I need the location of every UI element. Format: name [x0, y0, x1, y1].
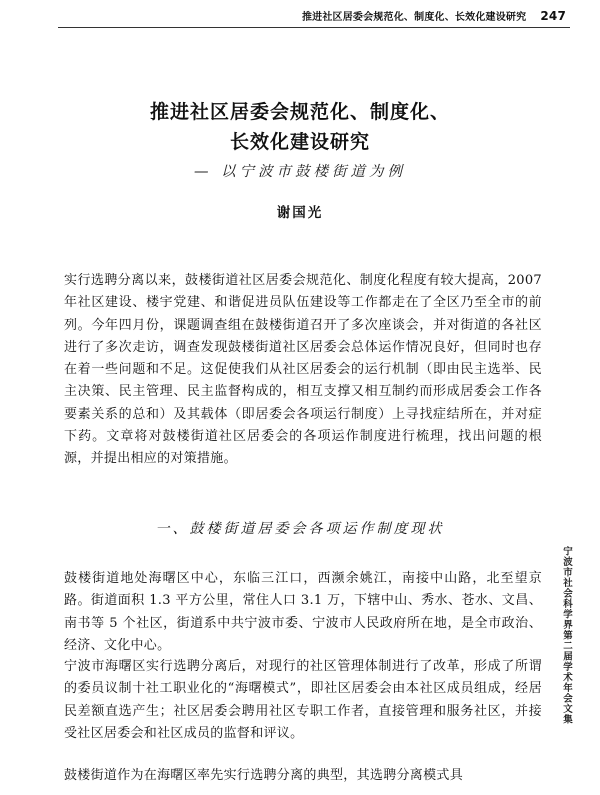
body-paragraph-2: 宁波市海曙区实行选聘分离后，对现行的社区管理体制进行了改革，形成了所谓的委员议制十社工职业化的“海曙模式”，即社区居委会由本社区成员组成，经居民差额直选产生；社区居委会聘用社区专职工作者，直接管理和服务社区，并接受社区居委会和社区成员的监督和评议。 — [64, 659, 542, 741]
running-header — [302, 8, 566, 23]
vertical-margin-note: 宁波市社会科学界第二届学术年会文集 — [561, 546, 572, 725]
article-subtitle: — 以宁波市鼓楼街道为例 — [193, 164, 407, 180]
body-paragraph-1: 鼓楼街道地处海曙区中心，东临三江口，西濒余姚江，南接中山路，北至望京路。街道面积 1.3 平方公里，常住人口 3.1 万，下辖中山、秀水、苍水、文昌、南书等 5 个社区，街道系中共宁波市委、宁波市人民政府所在地，是全市政治、经济、文化中心。 — [64, 571, 542, 653]
intro-paragraph: 实行选聘分离以来，鼓楼街道社区居委会规范化、制度化程度有较大提高，2007 年社区建设、楼宇党建、和谐促进员队伍建设等工作都走在了全区乃至全市的前列。今年四月份，课题调查组在鼓楼街道召开了多次座谈会，并对街道的各社区进行了多次走访，调查发现鼓楼街道社区居委会总体运作情况良好，但同时也存在着一些问题和不足。这促使我们从社区居委会的运行机制（即由民主选举、民主决策、民主管理、民主监督构成的，相互支撑又相互制约而形成居委会工作各要素关系的总和）及其载体（即居委会各项运行制度）上寻找症结所在，并对症下药。文章将对鼓楼街道社区居委会的各项运作制度进行梳理，找出问题的根源，并提出相应的对策措施。 — [64, 273, 542, 467]
article-title-line1: 推进社区居委会规范化、制度化、 — [149, 101, 450, 123]
author-name: 谢国光 — [276, 205, 324, 221]
article-title-line2: 长效化建设研究 — [229, 131, 370, 153]
body-paragraph-3: 鼓楼街道作为在海曙区率先实行选聘分离的典型，其选聘分离模式具 — [64, 768, 464, 783]
page-number: 247 — [540, 9, 566, 23]
header-rule — [58, 27, 570, 28]
section-heading: 一、鼓楼街道居委会各项运作制度现状 — [155, 521, 445, 537]
running-title: 推进社区居委会规范化、制度化、长效化建设研究 — [301, 12, 527, 23]
